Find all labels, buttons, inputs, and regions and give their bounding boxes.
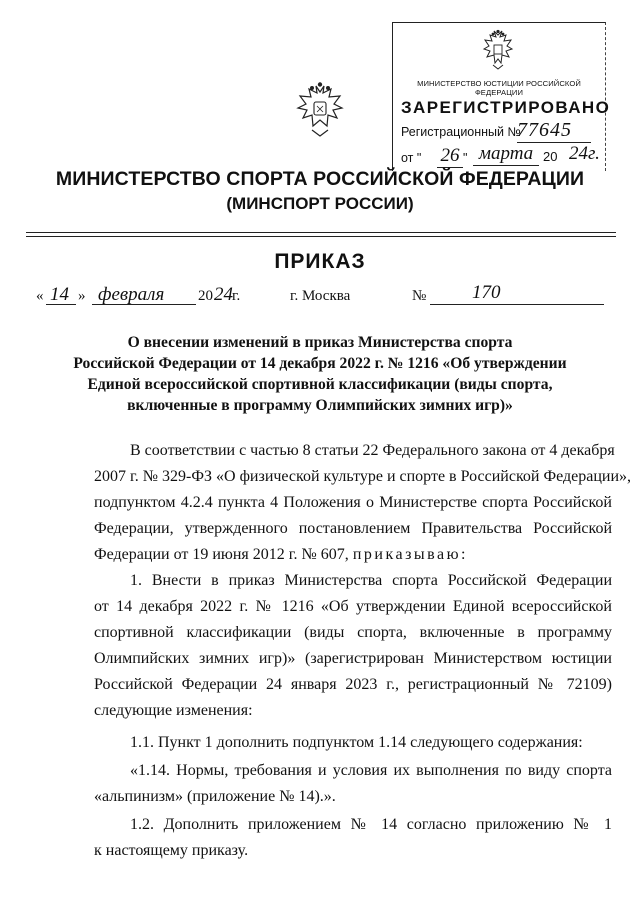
date-year-handwritten: 24 xyxy=(214,284,233,305)
subject-line: Единой всероссийской спортивной классификации (виды спорта, xyxy=(87,376,553,393)
subject-line: включенные в программу Олимпийских зимних игр)» xyxy=(127,397,513,414)
order-keyword: приказываю: xyxy=(352,546,468,563)
stamp-organization: МИНИСТЕРСТВО ЮСТИЦИИ РОССИЙСКОЙ ФЕДЕРАЦИИ xyxy=(417,79,581,97)
date-close-quote: » xyxy=(78,288,86,304)
eagle-emblem-icon xyxy=(479,29,517,71)
date-open-quote: « xyxy=(36,288,44,304)
stamp-date-month: марта xyxy=(473,143,539,166)
paragraph-line: Российской Федерации 24 января 2023 г., регистрационный № 72109) xyxy=(94,676,612,693)
registration-stamp xyxy=(392,22,611,171)
order-subject xyxy=(60,332,580,416)
paragraph-line-last xyxy=(94,542,612,568)
paragraph-text: Федерации от 19 июня 2012 г. № 607, xyxy=(94,546,349,563)
order-number-underline xyxy=(430,304,604,305)
stamp-date-day: 26 xyxy=(437,145,463,168)
paragraph-line-last: следующие изменения: xyxy=(94,702,253,719)
order-number-label: № xyxy=(412,288,427,304)
subject-line: Российской Федерации от 14 декабря 2022 г. № 1216 «Об утверждении xyxy=(73,355,567,372)
subject-line: О внесении изменений в приказ Министерства спорта xyxy=(127,334,513,351)
stamp-date-year-handwritten: 24г. xyxy=(569,143,600,164)
order-title: ПРИКАЗ xyxy=(274,250,366,273)
ministry-short-name: (МИНСПОРТ РОССИИ) xyxy=(226,194,414,213)
paragraph-line: 2007 г. № 329-ФЗ «О физической культуре и спорте в Российской Федерации», xyxy=(94,468,632,485)
order-city: г. Москва xyxy=(290,288,351,304)
paragraph-line: 1.1. Пункт 1 дополнить подпунктом 1.14 следующего содержания: xyxy=(130,734,583,751)
date-month-underline xyxy=(92,304,196,305)
order-number-value: 170 xyxy=(472,282,501,303)
paragraph-line: 1. Внести в приказ Министерства спорта Российской Федерации xyxy=(130,572,612,589)
coat-of-arms-icon xyxy=(290,82,350,140)
stamp-registered-label: ЗАРЕГИСТРИРОВАНО xyxy=(401,98,611,117)
header-rule-thick xyxy=(26,232,616,233)
paragraph-line-last: к настоящему приказу. xyxy=(94,842,249,859)
stamp-number-label: Регистрационный № xyxy=(401,125,521,139)
stamp-date-year-prefix: 20 xyxy=(543,149,558,164)
stamp-date-quote: " xyxy=(463,151,468,165)
date-month: февраля xyxy=(98,284,165,305)
header-rule-thin xyxy=(26,236,616,237)
paragraph-basis-cont xyxy=(94,464,632,568)
paragraph-item-1 xyxy=(94,568,612,724)
paragraph-item-1-1 xyxy=(94,730,612,756)
date-day: 14 xyxy=(50,284,69,305)
paragraph-line: Олимпийских зимних игр)» (зарегистрирован Министерством юстиции xyxy=(94,650,612,667)
paragraph-item-1-2 xyxy=(94,812,612,864)
ministry-name: МИНИСТЕРСТВО СПОРТА РОССИЙСКОЙ ФЕДЕРАЦИИ xyxy=(55,168,585,190)
paragraph-line: спортивной классификации (виды спорта, включенные в программу xyxy=(94,624,612,641)
date-year-suffix: г. xyxy=(232,288,241,304)
stamp-number-value: 77645 xyxy=(517,119,591,143)
paragraph-line: 1.2. Дополнить приложением № 14 согласно приложению № 1 xyxy=(130,816,612,833)
paragraph-line: от 14 декабря 2022 г. № 1216 «Об утверждении Единой всероссийской xyxy=(94,598,612,615)
paragraph-line: «1.14. Нормы, требования и условия их выполнения по виду спорта xyxy=(130,762,612,779)
paragraph-line-last: «альпинизм» (приложение № 14).». xyxy=(94,788,336,805)
paragraph-item-1-14 xyxy=(94,758,612,810)
paragraph-line: В соответствии с частью 8 статьи 22 Федерального закона от 4 декабря xyxy=(130,442,615,459)
date-year-prefix: 20 xyxy=(198,288,213,304)
stamp-date-prefix: от " xyxy=(401,151,422,165)
paragraph-line: подпунктом 4.2.4 пункта 4 Положения о Министерстве спорта Российской xyxy=(94,494,612,511)
paragraph-basis xyxy=(94,438,615,464)
paragraph-line: Федерации, утвержденного постановлением Правительства Российской xyxy=(94,520,612,537)
date-day-underline xyxy=(46,304,76,305)
